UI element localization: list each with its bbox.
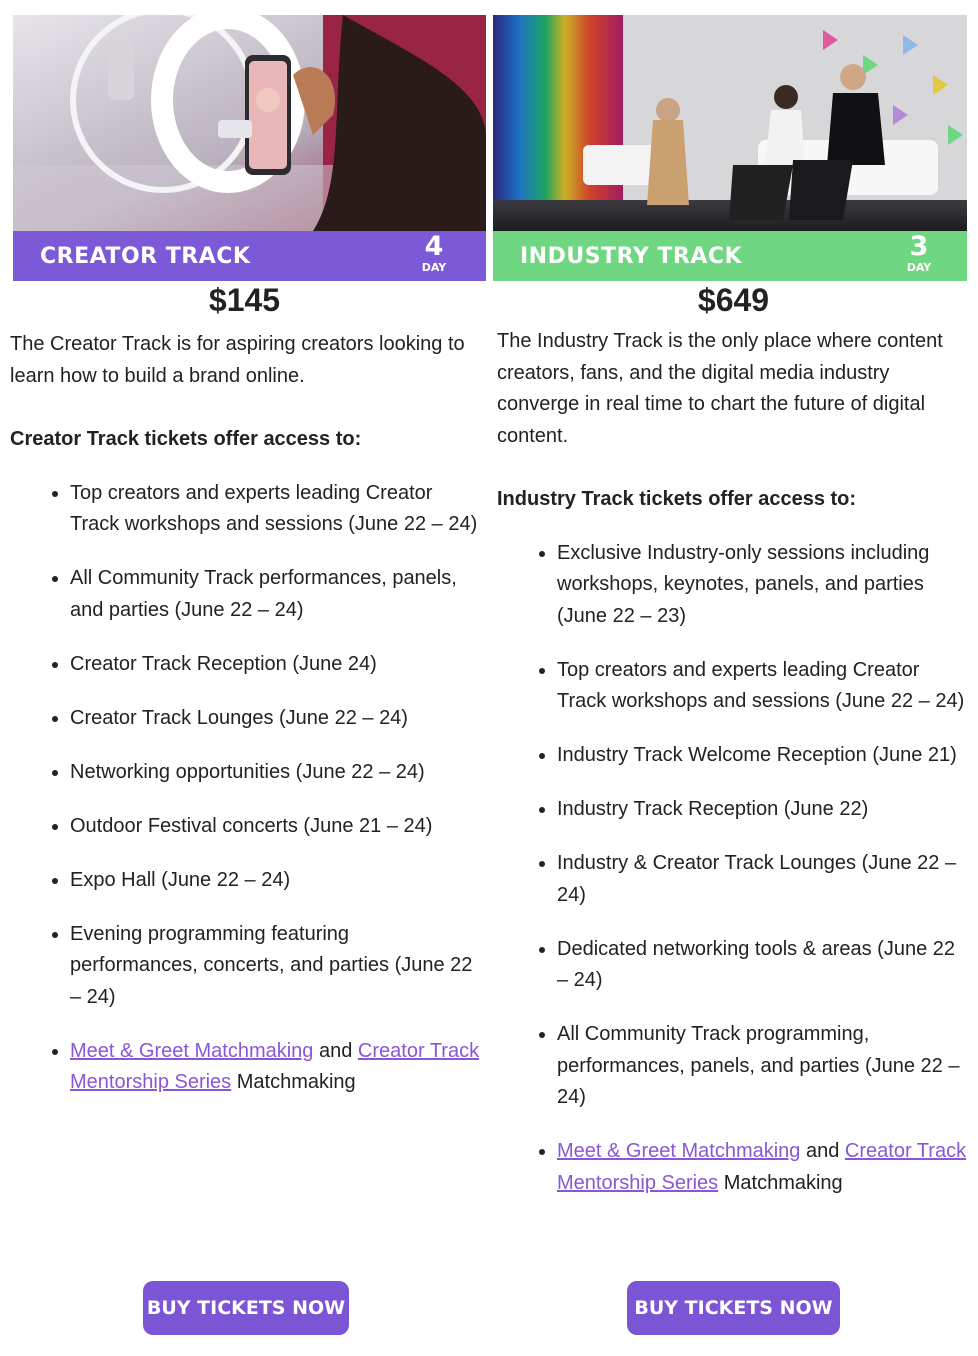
list-item: • Industry Track Welcome Reception (June 21) (557, 740, 971, 772)
industry-track-hero (493, 15, 967, 281)
creator-track-banner (13, 231, 486, 281)
link-item-and-text: and (313, 1039, 358, 1062)
list-item (557, 1136, 971, 1199)
creator-track-hero (13, 15, 486, 281)
creator-track-photo (13, 15, 486, 231)
industry-track-day-label: DAY (906, 261, 932, 274)
creator-track-benefits-list (10, 478, 482, 1099)
creator-track-days: 4 (424, 231, 444, 262)
industry-track-days: 3 (909, 231, 929, 262)
industry-track-title: INDUSTRY TRACK (520, 244, 743, 269)
list-item: • Exclusive Industry-only sessions including workshops, keynotes, panels, and parties (June 22 – 23) (557, 538, 971, 633)
industry-track-photo (493, 15, 967, 231)
meet-greet-matchmaking-link[interactable]: Meet & Greet Matchmaking (70, 1039, 314, 1062)
list-item: • Evening programming featuring performances, concerts, and parties (June 22 – 24) (70, 919, 482, 1014)
creator-mentorship-series-link[interactable]: Creator Track Mentorship Series (557, 1140, 967, 1194)
creator-track-content (10, 329, 482, 1121)
creator-buy-tickets-button[interactable]: BUY TICKETS NOW (143, 1281, 349, 1335)
creator-track-price: $145 (208, 282, 281, 318)
creator-track-access-heading: Creator Track tickets offer access to: (10, 428, 362, 450)
list-item: • Outdoor Festival concerts (June 21 – 24) (70, 811, 482, 843)
link-item-and-text: and (800, 1140, 845, 1162)
industry-track-benefits-list (497, 538, 971, 1200)
link-item-tail-text: Matchmaking (718, 1171, 843, 1194)
creator-mentorship-series-link[interactable]: Creator Track Mentorship Series (70, 1039, 480, 1093)
creator-track-title: CREATOR TRACK (40, 244, 251, 269)
industry-track-banner (493, 231, 967, 281)
list-item: • Top creators and experts leading Creator Track workshops and sessions (June 22 – 24) (70, 478, 482, 541)
meet-greet-matchmaking-link[interactable]: Meet & Greet Matchmaking (557, 1140, 801, 1162)
industry-track-price: $649 (697, 282, 770, 318)
list-item: • Expo Hall (June 22 – 24) (70, 865, 482, 897)
list-item (70, 1036, 482, 1099)
creator-track-description: The Creator Track is for aspiring creators looking to learn how to build a brand online. (10, 333, 465, 387)
industry-track-content (497, 326, 971, 1222)
list-item: • All Community Track performances, panels, and parties (June 22 – 24) (70, 563, 482, 626)
industry-buy-tickets-button[interactable]: BUY TICKETS NOW (627, 1281, 840, 1335)
list-item: • Creator Track Lounges (June 22 – 24) (70, 703, 482, 735)
list-item: • Creator Track Reception (June 24) (70, 649, 482, 681)
list-item: • Networking opportunities (June 22 – 24) (70, 757, 482, 789)
link-item-tail-text: Matchmaking (231, 1071, 356, 1093)
industry-track-access-heading: Industry Track tickets offer access to: (497, 488, 857, 510)
industry-track-description: The Industry Track is the only place where content creators, fans, and the digital media industry converge in real time to chart the future of digital content. (497, 330, 943, 447)
list-item: • Industry & Creator Track Lounges (June 22 – 24) (557, 848, 971, 911)
list-item: • Top creators and experts leading Creator Track workshops and sessions (June 22 – 24) (557, 655, 971, 718)
list-item: • Industry Track Reception (June 22) (557, 794, 971, 826)
creator-track-day-label: DAY (421, 261, 447, 274)
list-item: • Dedicated networking tools & areas (June 22 – 24) (557, 934, 971, 997)
list-item: • All Community Track programming, performances, panels, and parties (June 22 – 24) (557, 1019, 971, 1114)
